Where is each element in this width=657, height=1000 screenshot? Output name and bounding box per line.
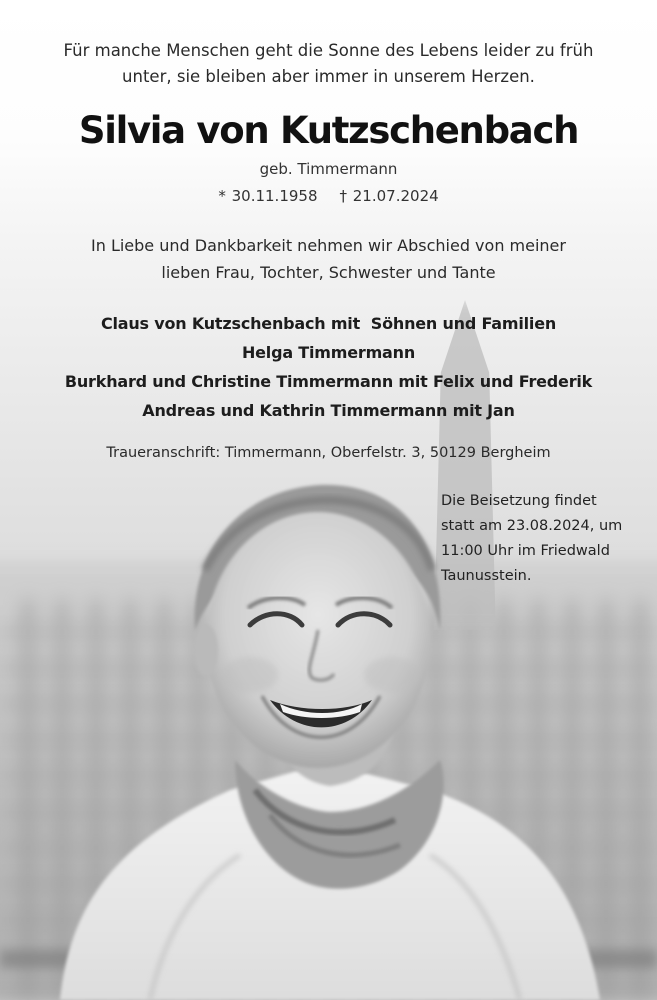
farewell-line: lieben Frau, Tochter, Schwester und Tante	[161, 263, 496, 282]
birth-name: geb. Timmermann	[259, 160, 398, 178]
burial-info	[441, 489, 651, 589]
burial-line: statt am 23.08.2024, um	[441, 518, 623, 534]
farewell-line: In Liebe und Dankbarkeit nehmen wir Abschied von meiner	[91, 236, 566, 255]
mourner-line: Claus von Kutzschenbach mit Söhnen und Familien	[100, 314, 557, 333]
mourner-line: Andreas und Kathrin Timmermann mit Jan	[142, 401, 515, 420]
life-dates	[0, 185, 657, 207]
mourners-list	[0, 309, 657, 425]
memorial-quote	[0, 38, 657, 90]
mourning-address: Traueranschrift: Timmermann, Oberfelstr. 3, 50129 Bergheim	[106, 445, 551, 461]
burial-line: 11:00 Uhr im Friedwald	[441, 543, 610, 559]
quote-line: Für manche Menschen geht die Sonne des Lebens leider zu früh	[63, 41, 594, 60]
birth-date: * 30.11.1958	[218, 187, 318, 205]
mourner-line: Burkhard und Christine Timmermann mit Felix und Frederik	[64, 372, 593, 391]
mourner-line: Helga Timmermann	[241, 343, 416, 362]
burial-line: Taunusstein.	[441, 568, 532, 584]
deceased-name: Silvia von Kutzschenbach	[78, 109, 579, 152]
death-date: † 21.07.2024	[339, 187, 439, 205]
burial-line: Die Beisetzung findet	[441, 493, 597, 509]
quote-line: unter, sie bleiben aber immer in unserem Herzen.	[122, 67, 535, 86]
farewell-text	[0, 232, 657, 286]
